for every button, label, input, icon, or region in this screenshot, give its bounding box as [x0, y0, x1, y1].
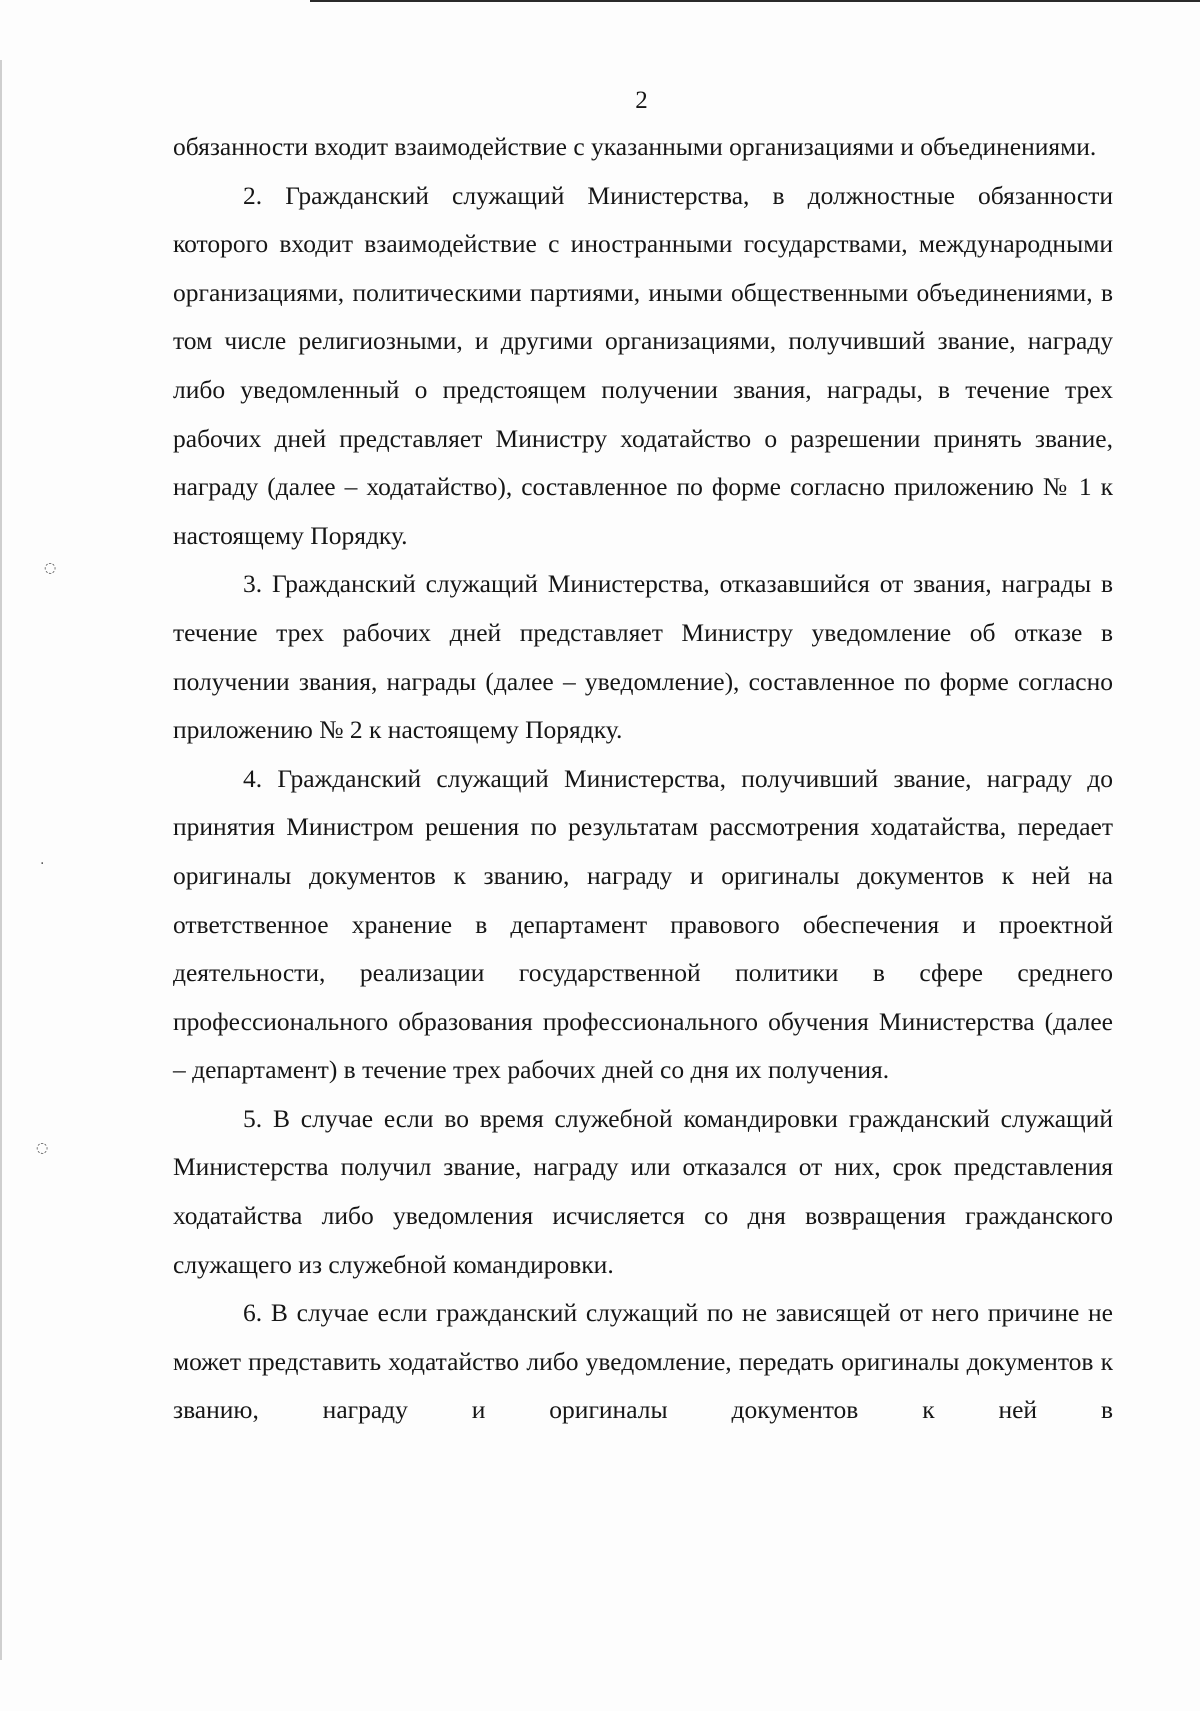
scan-top-border — [310, 0, 1200, 2]
scan-speck: ◌ — [36, 1140, 49, 1156]
paragraph-continuation: обязанности входит взаимодействие с указанными организациями и объединениями. — [173, 132, 1097, 161]
paragraph-5: 5. В случае если во время служебной командировки гражданский служащий Министерства получил звание, награду или отказался от них, срок представления ходатайства либо уведомления исчисляется со дня возвращения гражданского служащего из служебной командировки. — [173, 1103, 1113, 1279]
scan-speck: ◌ — [44, 560, 57, 576]
scan-left-edge — [0, 60, 2, 1660]
document-body — [173, 123, 1113, 1435]
page-number: 2 — [635, 87, 648, 114]
paragraph-6: 6. В случае если гражданский служащий по не зависящей от него причине не может представить ходатайство либо уведомление, передать оригиналы документов к званию, награду и оригиналы документов к ней в — [173, 1298, 1113, 1425]
scan-speck: · — [40, 856, 45, 872]
paragraph-3: 3. Гражданский служащий Министерства, отказавшийся от звания, награды в течение трех рабочих дней представляет Министру уведомление об отказе в получении звания, награды (далее – уведомление), составленное по форме согласно приложению № 2 к настоящему Порядку. — [173, 569, 1113, 745]
paragraph-4: 4. Гражданский служащий Министерства, получивший звание, награду до принятия Министром решения по результатам рассмотрения ходатайства, передает оригиналы документов к званию, награду и оригиналы документов к ней на ответственное хранение в департамент правового обеспечения и проектной деятельности, реализации государственной политики в сфере среднего профессионального образования профессионального обучения Министерства (далее – департамент) в течение трех рабочих дней со дня их получения. — [173, 763, 1113, 1085]
paragraph-2: 2. Гражданский служащий Министерства, в должностные обязанности которого входит взаимодействие с иностранными государствами, международными организациями, политическими партиями, иными общественными объединениями, в том числе религиозными, и другими организациями, получивший звание, награду либо уведомленный о предстоящем получении звания, награды, в течение трех рабочих дней представляет Министру ходатайство о разрешении принять звание, награду (далее – ходатайство), составленное по форме согласно приложению № 1 к настоящему Порядку. — [173, 180, 1113, 550]
